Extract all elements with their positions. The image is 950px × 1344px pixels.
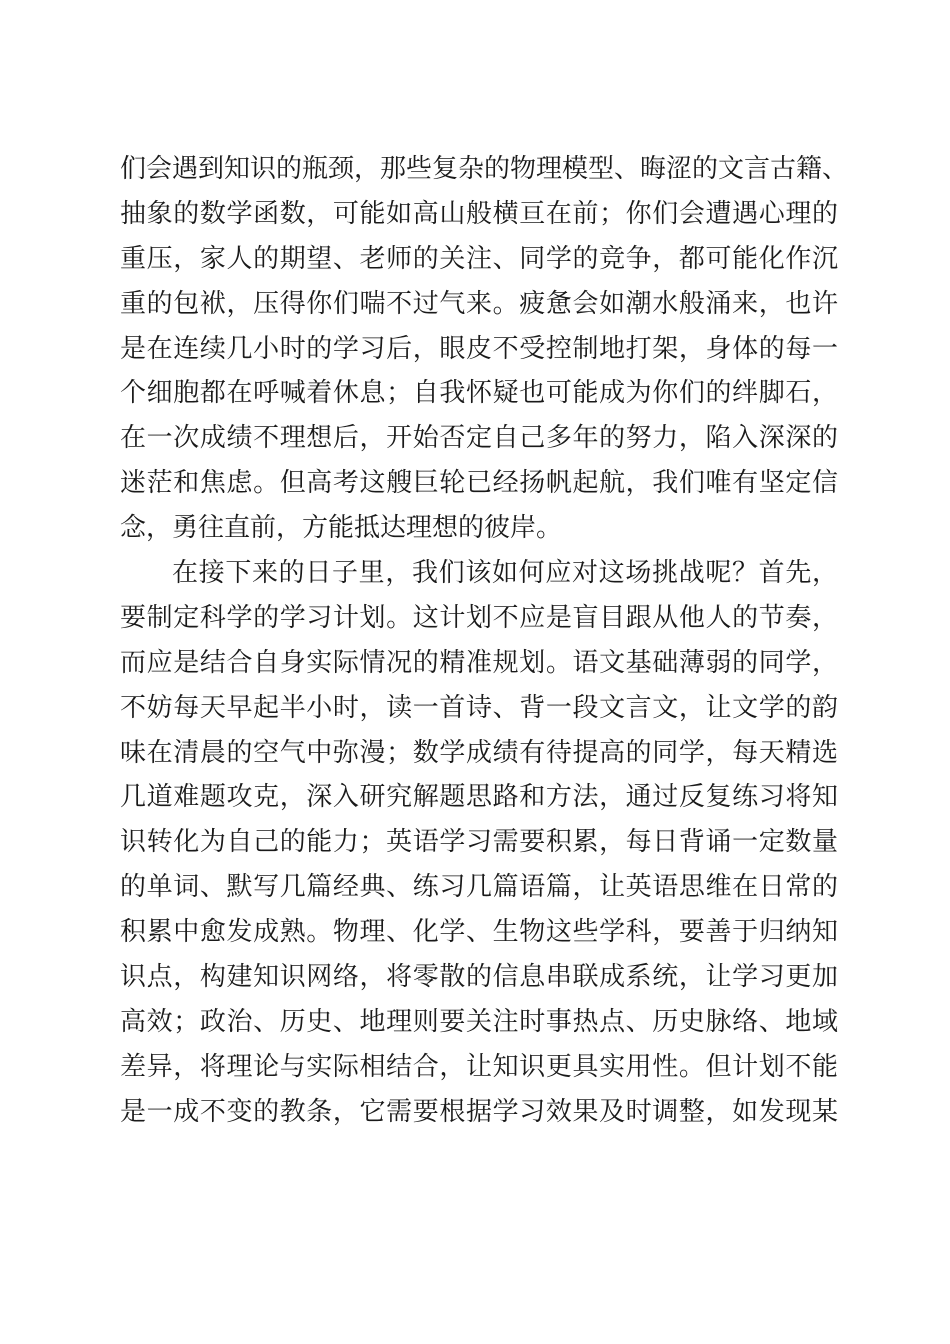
text-line: 重压，家人的期望、老师的关注、同学的竞争，都可能化作沉 xyxy=(120,243,838,274)
text-line: 几道难题攻克，深入研究解题思路和方法，通过反复练习将知 xyxy=(120,782,838,813)
paragraph-end-line: 念，勇往直前，方能抵达理想的彼岸。 xyxy=(120,513,563,544)
text-line: 在一次成绩不理想后，开始否定自己多年的努力，陷入深深的 xyxy=(120,423,838,454)
text-line: 要制定科学的学习计划。这计划不应是盲目跟从他人的节奏， xyxy=(120,602,838,633)
text-line: 而应是结合自身实际情况的精准规划。语文基础薄弱的同学， xyxy=(120,647,838,678)
text-line: 高效；政治、历史、地理则要关注时事热点、历史脉络、地域 xyxy=(120,1006,838,1037)
text-line: 味在清晨的空气中弥漫；数学成绩有待提高的同学，每天精选 xyxy=(120,737,838,768)
text-line: 重的包袱，压得你们喘不过气来。疲惫会如潮水般涌来，也许 xyxy=(120,288,838,319)
text-line: 是一成不变的教条，它需要根据学习效果及时调整，如发现某 xyxy=(120,1096,838,1127)
text-line: 抽象的数学函数，可能如高山般横亘在前；你们会遭遇心理的 xyxy=(120,198,838,229)
text-line: 识转化为自己的能力；英语学习需要积累，每日背诵一定数量 xyxy=(120,827,838,858)
text-line: 识点，构建知识网络，将零散的信息串联成系统，让学习更加 xyxy=(120,962,838,993)
text-line: 差异，将理论与实际相结合，让知识更具实用性。但计划不能 xyxy=(120,1051,838,1082)
text-line: 不妨每天早起半小时，读一首诗、背一段文言文，让文学的韵 xyxy=(120,692,838,723)
body-text xyxy=(120,147,849,1135)
text-line: 迷茫和焦虑。但高考这艘巨轮已经扬帆起航，我们唯有坚定信 xyxy=(120,468,838,499)
text-line: 们会遇到知识的瓶颈，那些复杂的物理模型、晦涩的文言古籍、 xyxy=(120,154,849,184)
text-line: 个细胞都在呼喊着休息；自我怀疑也可能成为你们的绊脚石， xyxy=(120,378,838,409)
text-line: 积累中愈发成熟。物理、化学、生物这些学科，要善于归纳知 xyxy=(120,917,838,948)
text-line: 的单词、默写几篇经典、练习几篇语篇，让英语思维在日常的 xyxy=(120,872,838,903)
text-line: 是在连续几小时的学习后，眼皮不受控制地打架，身体的每一 xyxy=(120,333,838,364)
paragraph-start-line: 在接下来的日子里，我们该如何应对这场挑战呢？首先， xyxy=(172,558,838,589)
